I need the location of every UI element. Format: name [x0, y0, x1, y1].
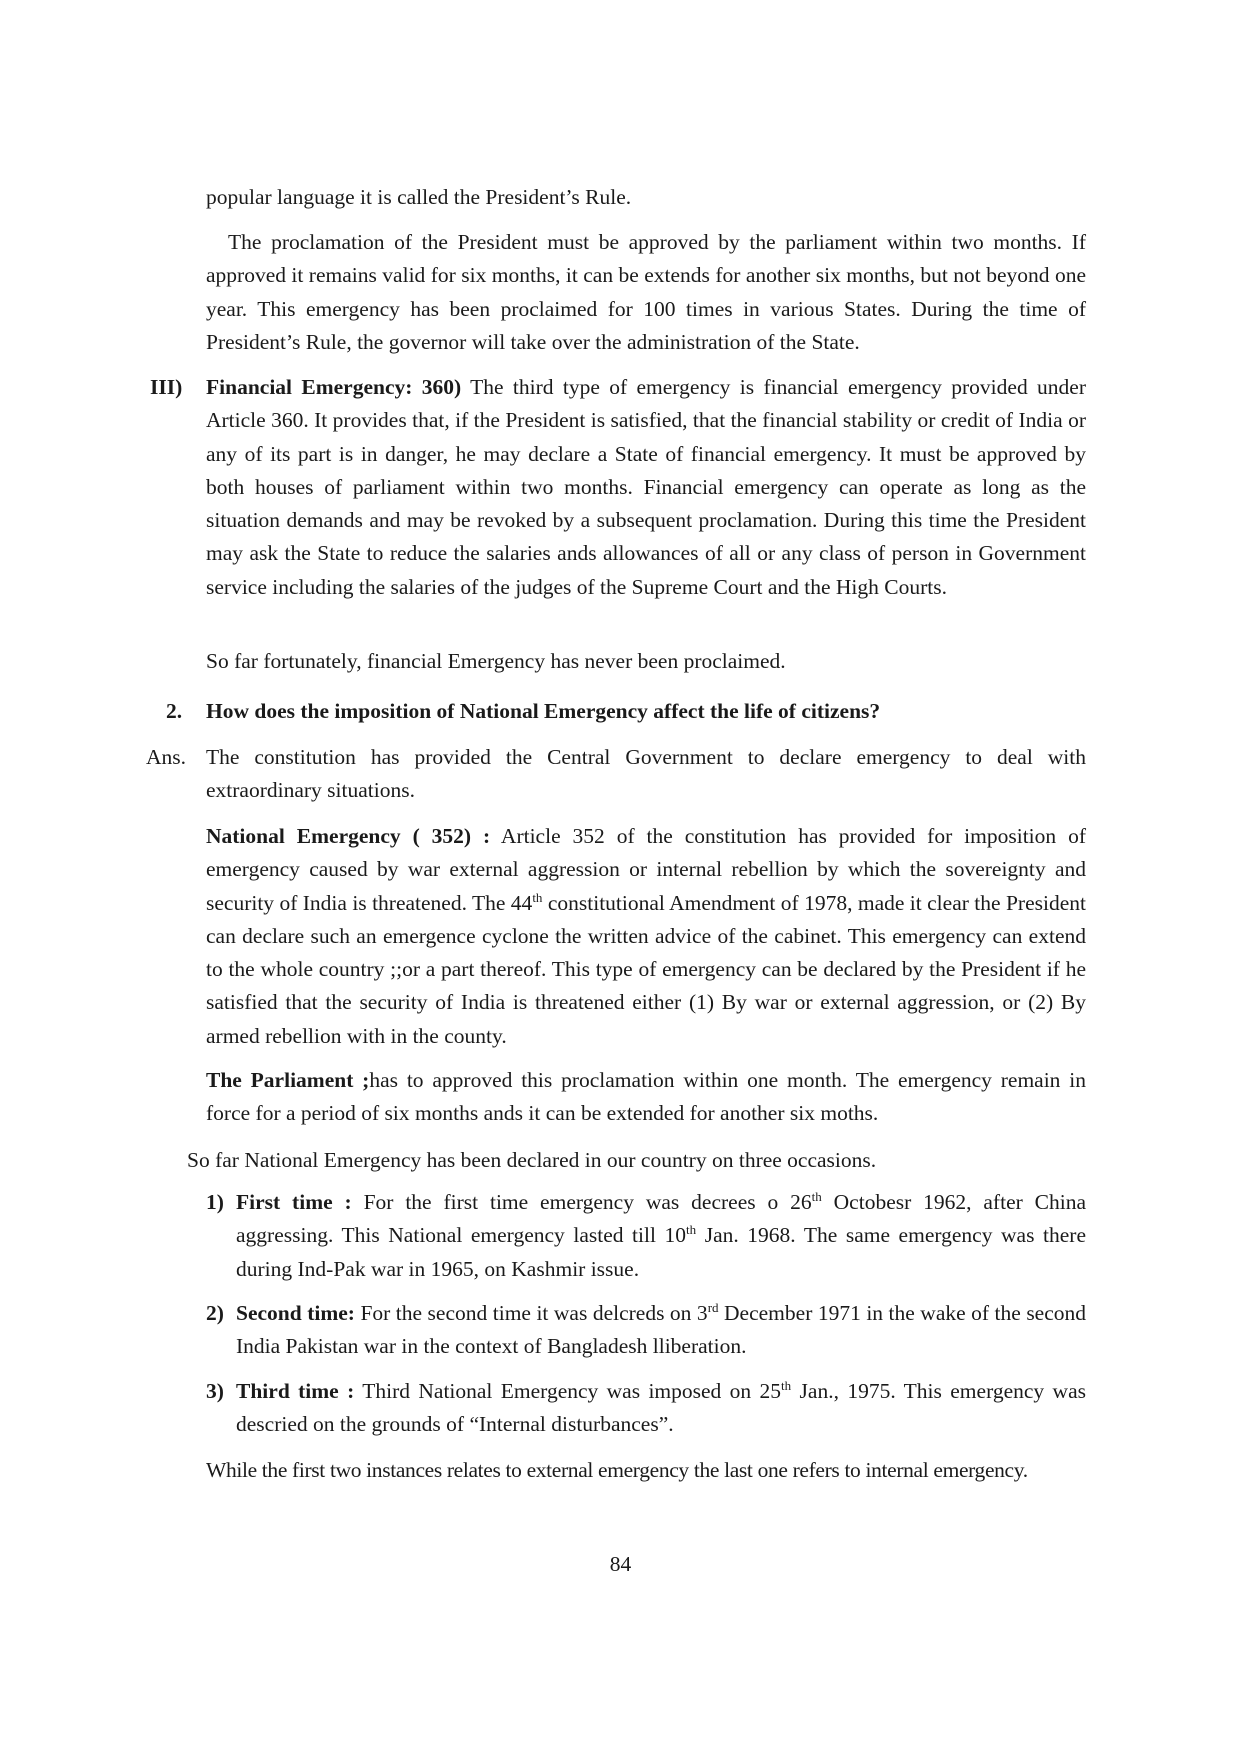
occasion-3-sup-a: th: [781, 1377, 792, 1393]
occasion-1-sup-b: th: [686, 1222, 697, 1238]
paragraph-financial-emergency: [206, 371, 1086, 604]
parliament-body: has to approved this proclamation within one month. The emergency remain in force for a period of six months ands it can be extended for another six moths.: [206, 1068, 1086, 1126]
occasion-number-2: 2): [206, 1301, 224, 1325]
question-text: How does the imposition of National Emergency affect the life of citizens?: [206, 699, 881, 723]
occasion-2-sup-a: rd: [707, 1299, 719, 1315]
paragraph-so-far: So far National Emergency has been declared in our country on three occasions.: [187, 1148, 877, 1172]
question-number: 2.: [166, 699, 183, 723]
occasion-2-text-a: For the second time it was delcreds on 3: [354, 1301, 708, 1325]
occasion-1-sup-a: th: [811, 1188, 822, 1204]
paragraph-closing: While the first two instances relates to external emergency the last one refers to internal emergency.: [206, 1458, 1028, 1482]
occasion-number-1: 1): [206, 1190, 224, 1214]
occasion-item-2: [236, 1297, 1086, 1364]
occasion-3-text-b: Jan., 1975. This emergency was descried on the grounds of “Internal disturbances”.: [236, 1379, 1086, 1437]
page-number: 84: [609, 1552, 632, 1576]
section-marker-iii: III): [150, 375, 183, 399]
financial-emergency-heading: Financial Emergency: 360): [206, 375, 462, 399]
occasion-heading-1: First time :: [236, 1190, 352, 1214]
occasion-2-text-b: December 1971 in the wake of the second India Pakistan war in the context of Bangladesh lliberation.: [236, 1301, 1087, 1359]
occasion-1-text-c: Jan. 1968. The same emergency was there during Ind-Pak war in 1965, on Kashmir issue.: [236, 1223, 1086, 1281]
occasion-item-1: [236, 1186, 1086, 1286]
occasion-heading-3: Third time :: [236, 1379, 355, 1403]
financial-emergency-body: The third type of emergency is financial emergency provided under Article 360. It provides that, if the President is satisfied, that the financial stability or credit of India or any of its part is in danger, he may declare a State of financial emergency. It must be approved by both houses of parliament within two months. Financial emergency can operate as long as the situation demands and may be revoked by a subsequent proclamation. During this time the President may ask the State to reduce the salaries ands allowances of all or any class of person in Government service including the salaries of the judges of the Supreme Court and the High Courts.: [206, 375, 1087, 599]
occasion-item-3: [236, 1375, 1086, 1442]
parliament-heading: The Parliament ;: [206, 1068, 370, 1092]
answer-marker: Ans.: [146, 745, 187, 769]
paragraph-intro-end: popular language it is called the President’s Rule.: [206, 185, 632, 209]
paragraph-proclamation: The proclamation of the President must be approved by the parliament within two months. If approved it remains valid for six months, it can be extends for another six months, but not beyond one year. This emergency has been proclaimed for 100 times in various States. During the time of President’s Rule, the governor will take over the administration of the State.: [206, 230, 1086, 354]
occasion-3-text-a: Third National Emergency was imposed on 25: [354, 1379, 782, 1403]
national-emergency-body-b: constitutional Amendment of 1978, made it clear the President can declare such an emergence cyclone the written advice of the cabinet. This emergency can extend to the whole country ;;or a part thereof. This type of emergency can be declared by the President if he satisfied that the security of India is threatened either (1) By war or external aggression, or (2) By armed rebellion with in the county.: [206, 890, 1086, 1048]
occasion-number-3: 3): [206, 1379, 224, 1403]
occasion-heading-2: Second time:: [236, 1301, 355, 1325]
national-emergency-heading: National Emergency ( 352) :: [206, 824, 491, 848]
paragraph-national-emergency: [206, 820, 1086, 1053]
national-emergency-sup: th: [532, 889, 543, 905]
occasion-1-text-a: For the first time emergency was decrees o 26: [351, 1190, 812, 1214]
paragraph-answer: The constitution has provided the Central Government to declare emergency to deal with extraordinary situations.: [206, 745, 1086, 803]
paragraph-financial-note: So far fortunately, financial Emergency has never been proclaimed.: [206, 649, 786, 673]
occasion-1-text-b: Octobesr 1962, after China aggressing. This National emergency lasted till 10: [236, 1190, 1087, 1248]
paragraph-parliament: [206, 1064, 1086, 1131]
national-emergency-body-a: Article 352 of the constitution has provided for imposition of emergency caused by war external aggression or internal rebellion by which the sovereignty and security of India is threatened. The 44: [206, 824, 1086, 915]
